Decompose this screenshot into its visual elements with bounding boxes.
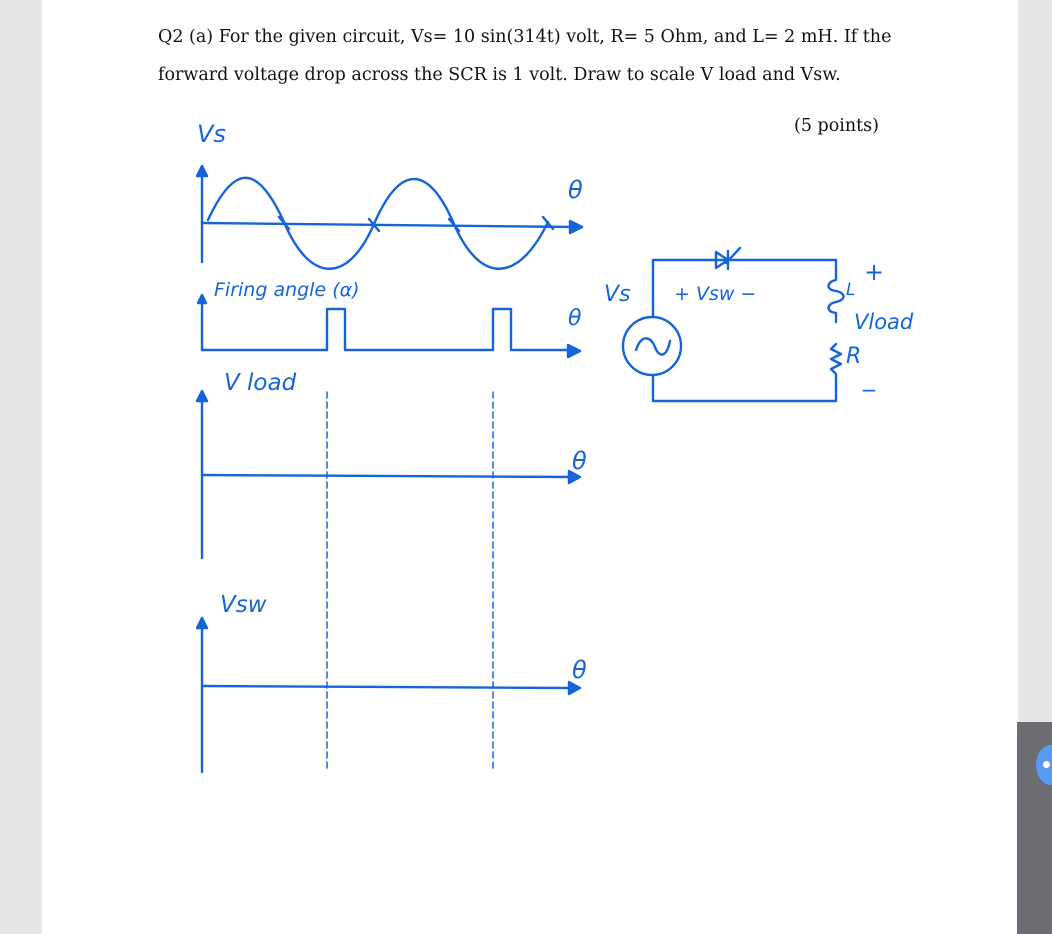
minus-sign: _ bbox=[863, 364, 875, 392]
question-line-1: Q2 (a) For the given circuit, Vs= 10 sin(314t) volt, R= 5 Ohm, and L= 2 mH. If the bbox=[158, 27, 892, 47]
vs-theta-label: θ bbox=[568, 176, 583, 204]
ac-source-icon bbox=[623, 317, 681, 375]
scr-thyristor-icon bbox=[716, 248, 740, 269]
firing-pulse-train bbox=[202, 309, 574, 350]
vs-y-arrow bbox=[197, 166, 207, 176]
vs-x-arrow bbox=[570, 221, 582, 233]
vload-x-axis bbox=[202, 475, 574, 477]
resistor-icon bbox=[831, 344, 841, 378]
circuit-diagram bbox=[623, 248, 844, 401]
firing-plot bbox=[198, 295, 580, 357]
vs-plot bbox=[197, 166, 582, 269]
circuit-wire-bottom bbox=[653, 378, 836, 401]
resistor-label: R bbox=[846, 344, 862, 369]
question-line-2: forward voltage drop across the SCR is 1 volt. Draw to scale V load and Vsw. bbox=[158, 65, 841, 85]
vload-y-arrow bbox=[197, 391, 207, 401]
vs-axis-label: Vs bbox=[197, 120, 226, 148]
plus-sign: + bbox=[864, 258, 885, 286]
vs-x-axis bbox=[202, 223, 574, 227]
vload-theta-label: θ bbox=[572, 447, 587, 475]
vsw-axis-label: Vsw bbox=[220, 592, 267, 618]
vload-circuit-label: Vload bbox=[854, 310, 914, 334]
firing-theta-label: θ bbox=[568, 306, 582, 331]
vload-axis-label: V load bbox=[224, 370, 297, 396]
points-label: (5 points) bbox=[794, 116, 879, 136]
vsw-theta-label: θ bbox=[572, 656, 587, 684]
vload-plot bbox=[197, 391, 580, 558]
inductor-icon bbox=[829, 260, 844, 322]
scroll-handle-dot-icon bbox=[1043, 761, 1050, 768]
firing-x-arrow bbox=[568, 345, 580, 357]
circuit-vs-label: Vs bbox=[604, 282, 631, 307]
vsw-y-arrow bbox=[197, 618, 207, 628]
ac-tilde bbox=[636, 338, 670, 354]
inductor-label: L bbox=[846, 280, 856, 300]
vsw-switch-label: + Vsw − bbox=[674, 283, 757, 305]
vsw-plot bbox=[197, 618, 580, 772]
firing-angle-label: Firing angle (α) bbox=[214, 279, 360, 301]
firing-y-arrow bbox=[198, 295, 206, 303]
vsw-x-axis bbox=[202, 686, 574, 688]
